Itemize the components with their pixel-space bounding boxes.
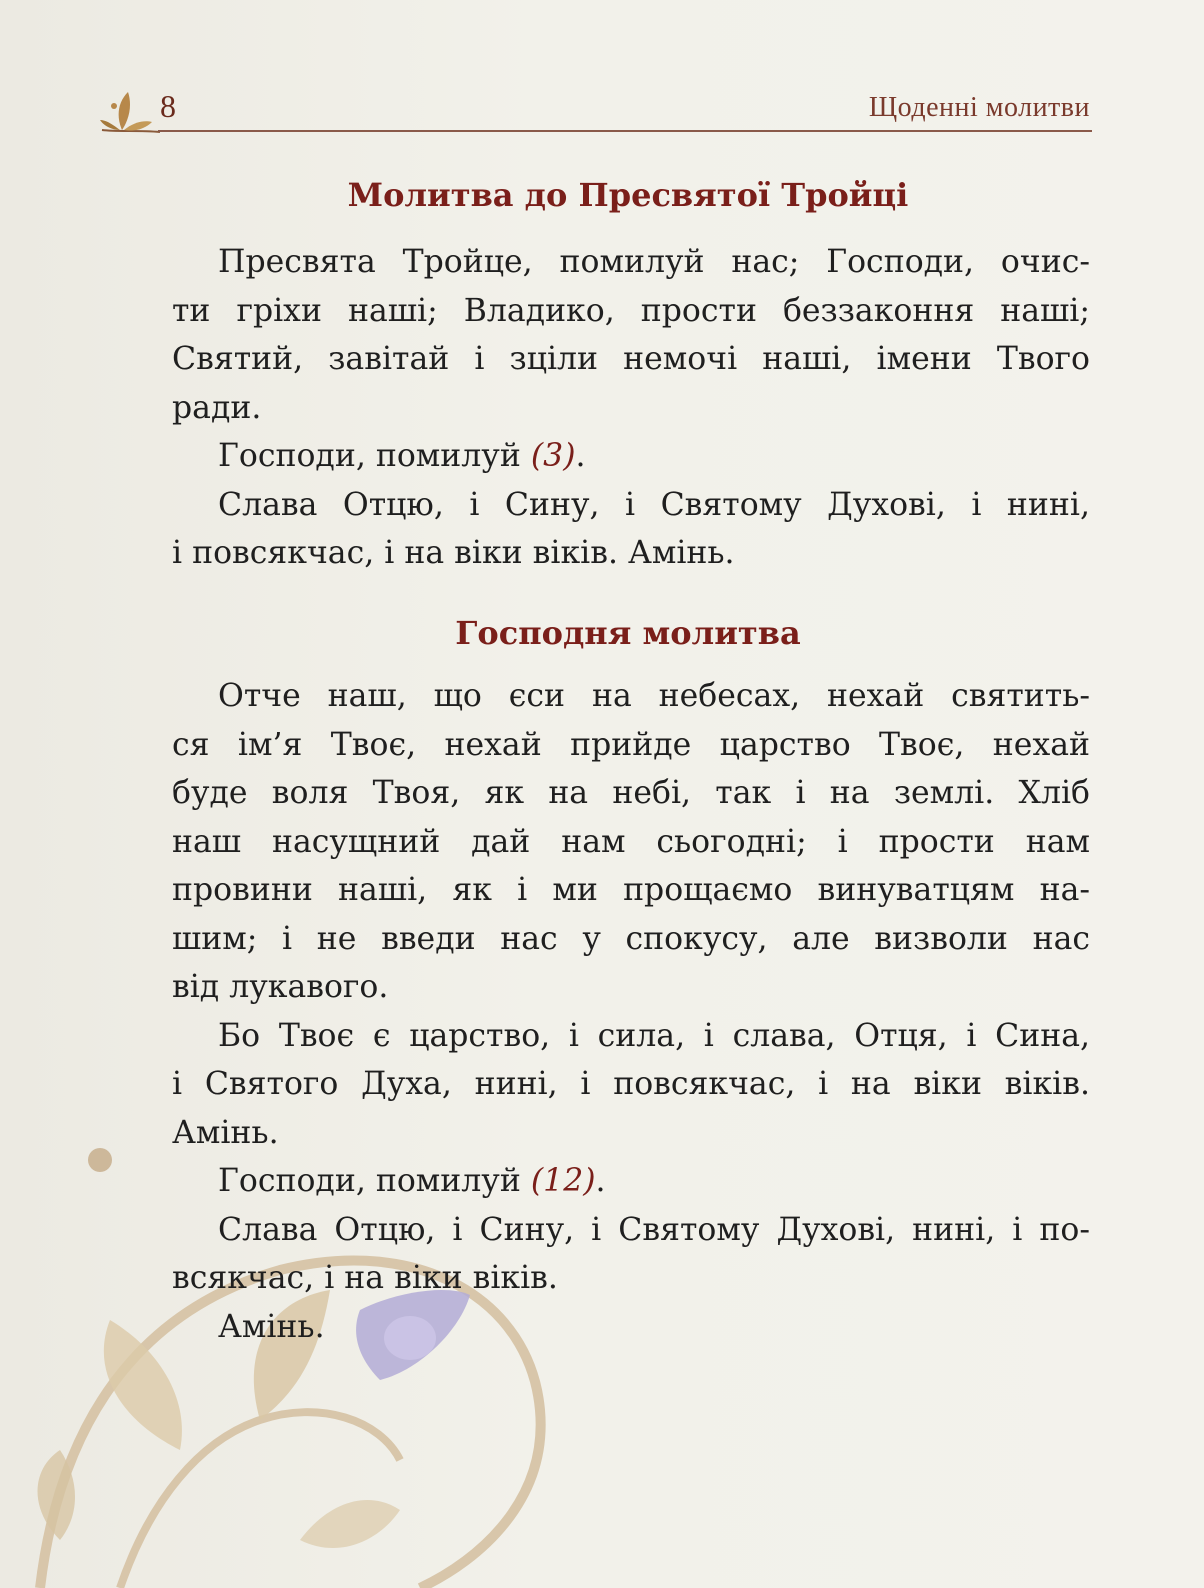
text-line: шим; і не введи нас у спокусу, але визволи нас	[172, 920, 1090, 957]
repeat-count: (3)	[530, 438, 576, 474]
text-line: Святий, завітай і зціли немочі наші, імени Твого	[172, 341, 1090, 377]
doxology-line: всякчас, і на віки віків.	[172, 1260, 558, 1296]
page-number: 8	[160, 88, 176, 124]
kyrie-line: Господи, помилуй (3).	[218, 438, 586, 474]
doxology-line: Слава Отцю, і Сину, і Святому Духові, і нині,	[218, 486, 1090, 523]
header-rule	[158, 130, 1092, 132]
repeat-count: (12)	[530, 1163, 596, 1199]
closing-line: Бо Твоє є царство, і сила, і слава, Отця, і Сина,	[218, 1017, 1090, 1054]
text-line: наш насущний дай нам сьогодні; і прости нам	[172, 823, 1090, 860]
text-line: ся ім’я Твоє, нехай прийде царство Твоє, нехай	[172, 726, 1090, 763]
running-head: Щоденні молитви	[868, 92, 1090, 123]
closing-line: і Святого Духа, нині, і повсякчас, і на віки віків.	[172, 1066, 1090, 1102]
page-header	[98, 86, 1094, 138]
text-line: від лукавого.	[172, 969, 389, 1005]
section-title-trinity: Молитва до Пресвятої Тройці	[347, 176, 909, 214]
amen-line: Амінь.	[218, 1308, 325, 1345]
section-title-lords-prayer: Господня молитва	[455, 614, 801, 652]
prayer-trinity	[172, 238, 1090, 578]
prayer-lords	[172, 672, 1090, 1351]
text-line: Пресвята Тройце, помилуй нас; Господи, очис-	[218, 244, 1090, 280]
text-line: ради.	[172, 389, 262, 426]
text-line: ти гріхи наші; Владико, прости беззаконня наші;	[172, 292, 1090, 329]
text-line: буде воля Твоя, як на небі, так і на землі. Хліб	[172, 775, 1090, 811]
text-line: Отче наш, що єси на небесах, нехай святить-	[218, 678, 1090, 714]
closing-line: Амінь.	[172, 1114, 279, 1151]
kyrie-line: Господи, помилуй (12).	[218, 1163, 606, 1199]
doxology-line: Слава Отцю, і Сину, і Святому Духові, нині, і по-	[218, 1211, 1090, 1248]
text-line: провини наші, як і ми прощаємо винуватцям на-	[172, 872, 1090, 908]
doxology-line: і повсякчас, і на віки віків. Амінь.	[172, 535, 735, 571]
